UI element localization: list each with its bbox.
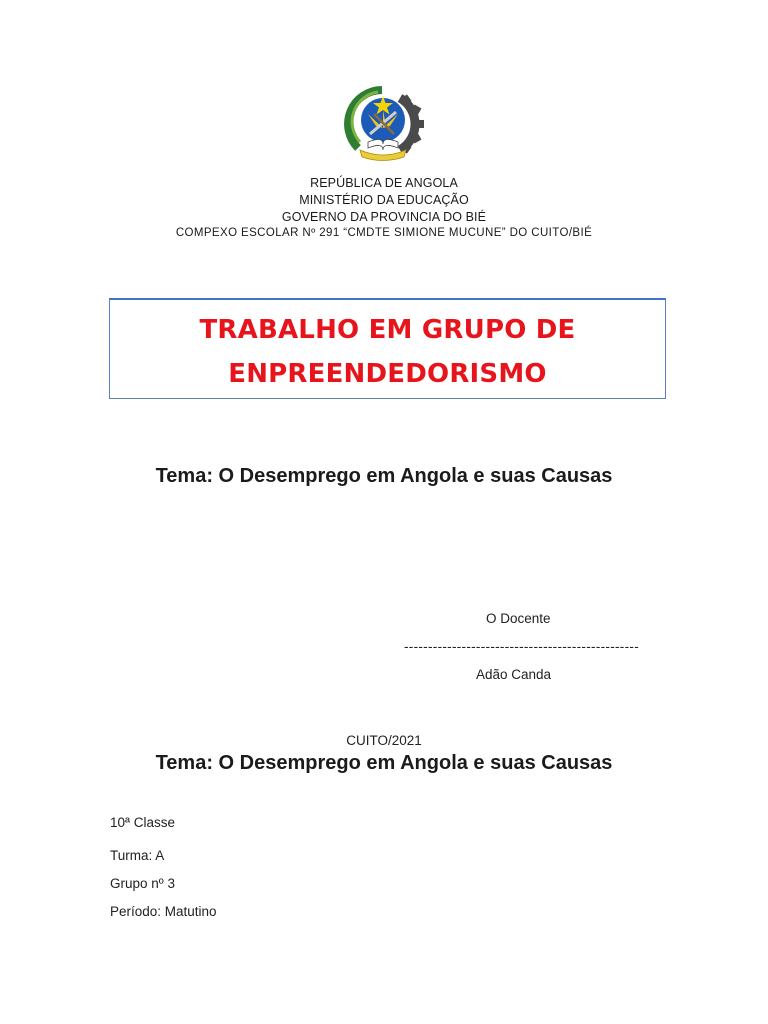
info-classe: 10ª Classe (110, 815, 176, 830)
info-grupo: Grupo nº 3 (110, 876, 175, 891)
header-republic: REPÚBLICA DE ANGOLA (310, 176, 458, 190)
document-title-line-1: TRABALHO EM GRUPO DE (199, 315, 576, 345)
info-turma: Turma: A (110, 848, 165, 863)
tema-heading-top: Tema: O Desemprego em Angola e suas Causas (155, 465, 613, 487)
header-government: GOVERNO DA PROVINCIA DO BIÉ (281, 210, 487, 224)
docente-label: O Docente (486, 611, 551, 626)
header-ministry: MINISTÉRIO DA EDUCAÇÃO (299, 193, 469, 207)
docente-name: Adão Canda (476, 667, 552, 682)
info-periodo: Período: Matutino (110, 904, 217, 919)
document-title-line-2: ENPREENDEDORISMO (228, 359, 547, 389)
place-year: CUITO/2021 (346, 733, 422, 748)
tema-heading-bottom: Tema: O Desemprego em Angola e suas Causas (155, 752, 613, 774)
title-box (109, 298, 666, 399)
signature-line: ------------------------------------------------- (404, 639, 639, 654)
header-school: COMPEXO ESCOLAR Nº 291 “CMDTE SIMIONE MUCUNE” DO CUITO/BIÉ (175, 227, 593, 239)
angola-coat-of-arms-icon (338, 84, 428, 162)
